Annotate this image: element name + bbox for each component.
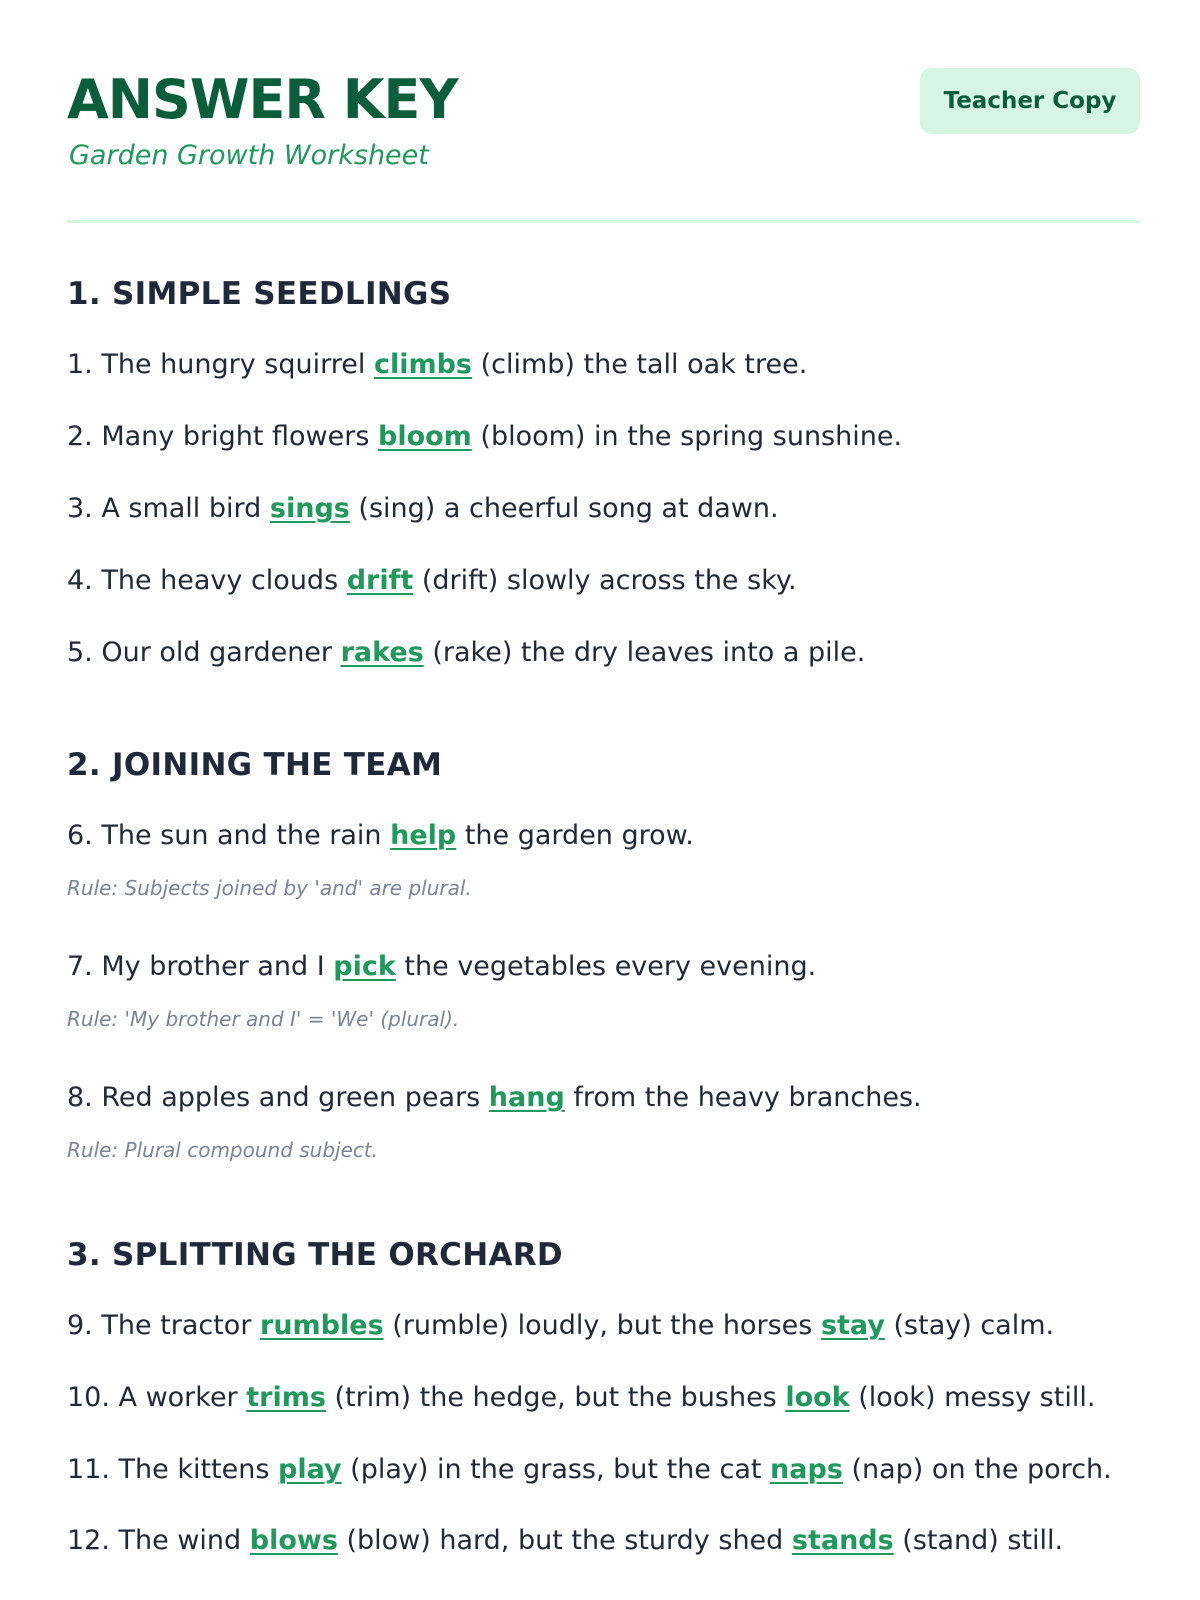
question	[67, 1452, 1112, 1488]
question-text: 7. My brother and I	[67, 951, 334, 982]
worksheet-page	[67, 0, 1140, 1556]
question	[67, 1080, 922, 1116]
answer-word: sings	[269, 493, 350, 524]
rule-note: Rule: Plural compound subject.	[67, 1138, 379, 1162]
answer-word: help	[390, 820, 457, 851]
answer-word: pick	[333, 951, 396, 982]
question-text: 2. Many bright flowers	[67, 421, 378, 452]
answer-word: rumbles	[260, 1310, 384, 1341]
page-subtitle: Garden Growth Worksheet	[69, 140, 429, 171]
answer-word: hang	[488, 1082, 565, 1113]
question	[67, 563, 797, 599]
question	[67, 1380, 1095, 1416]
question-text: (rake) the dry leaves into a pile.	[423, 637, 866, 668]
question-text: 8. Red apples and green pears	[67, 1082, 489, 1113]
question	[67, 1308, 1054, 1344]
question-text: the vegetables every evening.	[395, 951, 817, 982]
question-text: 6. The sun and the rain	[67, 820, 391, 851]
answer-word: trims	[246, 1382, 326, 1413]
question	[67, 635, 865, 671]
rule-note: Rule: 'My brother and I' = 'We' (plural).	[67, 1007, 460, 1031]
answer-word: rakes	[340, 637, 424, 668]
question-text: 5. Our old gardener	[67, 637, 341, 668]
question-text: from the heavy branches.	[564, 1082, 922, 1113]
question-text: 3. A small bird	[67, 493, 270, 524]
page-title: ANSWER KEY	[67, 68, 458, 131]
section-title: 1. SIMPLE SEEDLINGS	[67, 276, 452, 312]
answer-word: drift	[346, 565, 414, 596]
question-text: 11. The kittens	[67, 1454, 279, 1485]
section-title: 2. JOINING THE TEAM	[67, 747, 443, 783]
question-text: 9. The tractor	[67, 1310, 261, 1341]
question-text: 1. The hungry squirrel	[67, 349, 374, 380]
question-text: (drift) slowly across the sky.	[413, 565, 797, 596]
answer-word: naps	[770, 1454, 843, 1485]
question-text: 12. The wind	[67, 1525, 250, 1556]
question-text: (trim) the hedge, but the bushes	[325, 1382, 786, 1413]
question-text: (climb) the tall oak tree.	[471, 349, 808, 380]
question	[67, 949, 816, 985]
question-text: the garden grow.	[456, 820, 694, 851]
header	[67, 0, 1140, 222]
answer-word: climbs	[373, 349, 472, 380]
question-text: 10. A worker	[67, 1382, 247, 1413]
header-divider	[67, 220, 1140, 223]
question-text: (stand) still.	[893, 1525, 1064, 1556]
rule-note: Rule: Subjects joined by 'and' are plural.	[67, 876, 472, 900]
question-text: (nap) on the porch.	[842, 1454, 1112, 1485]
question-text: (look) messy still.	[849, 1382, 1096, 1413]
question	[67, 1523, 1063, 1559]
question	[67, 491, 779, 527]
answer-word: play	[278, 1454, 342, 1485]
teacher-copy-badge: Teacher Copy	[920, 68, 1140, 134]
answer-word: stands	[791, 1525, 894, 1556]
section-title: 3. SPLITTING THE ORCHARD	[67, 1237, 563, 1273]
question	[67, 419, 902, 455]
question-text: (rumble) loudly, but the horses	[383, 1310, 821, 1341]
answer-word: look	[785, 1382, 850, 1413]
question-text: (bloom) in the spring sunshine.	[471, 421, 903, 452]
question-text: (play) in the grass, but the cat	[341, 1454, 771, 1485]
answer-word: stay	[820, 1310, 885, 1341]
question-text: (blow) hard, but the sturdy shed	[337, 1525, 792, 1556]
question	[67, 818, 694, 854]
question-text: (sing) a cheerful song at dawn.	[349, 493, 779, 524]
question-text: (stay) calm.	[884, 1310, 1055, 1341]
question-text: 4. The heavy clouds	[67, 565, 347, 596]
answer-word: blows	[249, 1525, 338, 1556]
answer-word: bloom	[378, 421, 472, 452]
question	[67, 347, 807, 383]
